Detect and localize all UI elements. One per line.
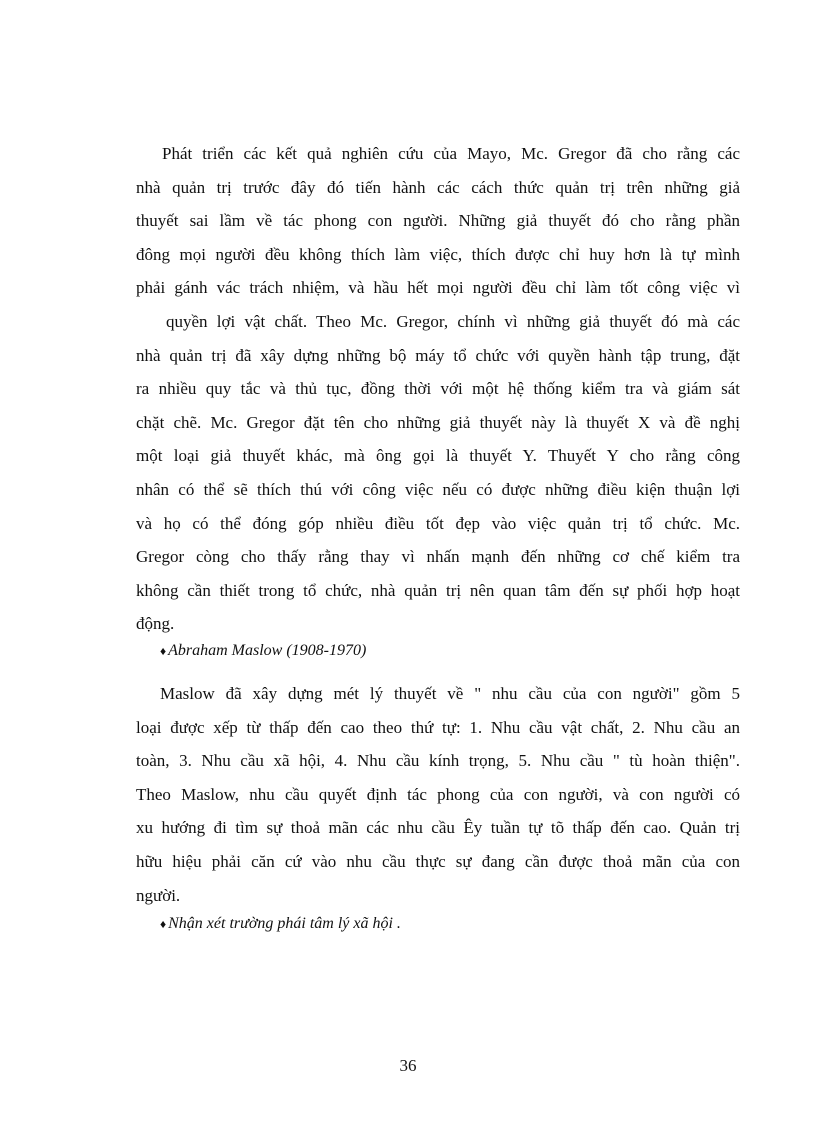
paragraph-theory-x-y: [136, 305, 740, 641]
text-line: Gregor còng cho thấy rằng thay vì nhấn mạnh đến những cơ chế kiểm tra: [136, 547, 740, 567]
text-line: hữu hiệu phải căn cứ vào nhu cầu thực sự đang cần được thoả mãn của con: [136, 851, 740, 871]
text-line: và họ có thể đóng góp nhiều điều tốt đẹp vào việc quản trị tổ chức. Mc.: [136, 513, 740, 533]
text-line: người.: [136, 885, 181, 905]
text-line: Theo Maslow, nhu cầu quyết định tác phong của con người, và con người có: [136, 784, 740, 804]
text-line: không cần thiết trong tổ chức, nhà quản trị nên quan tâm đến sự phối hợp hoạt: [136, 580, 740, 600]
text-line: một loại giả thuyết khác, mà ông gọi là thuyết Y. Thuyết Y cho rằng công: [136, 446, 740, 466]
text-line: phải gánh vác trách nhiệm, và hầu hết mọi người đều chỉ làm tốt công việc vì: [136, 278, 740, 298]
text-line: nhà quản trị trước đây đó tiến hành các cách thức quản trị trên những giả: [136, 177, 740, 197]
text-line: ra nhiều quy tắc và thủ tục, đồng thời với một hệ thống kiểm tra và giám sát: [136, 379, 740, 399]
text-line: thuyết sai lầm về tác phong con người. Những giả thuyết đó cho rằng phần: [136, 211, 740, 231]
heading-text: Nhận xét trường phái tâm lý xã hội .: [168, 915, 401, 932]
text-line: toàn, 3. Nhu cầu xã hội, 4. Nhu cầu kính trọng, 5. Nhu cầu " tù hoàn thiện".: [136, 751, 740, 771]
text-line: nhà quản trị đã xây dựng những bộ máy tổ chức với quyền hành tập trung, đặt: [136, 345, 740, 365]
diamond-bullet-icon: ♦: [160, 644, 167, 658]
section-heading-assessment: [160, 915, 401, 933]
diamond-bullet-icon: ♦: [160, 917, 167, 931]
paragraph-mcgregor-intro: [136, 137, 740, 305]
text-line: Maslow đã xây dựng mét lý thuyết về " nhu cầu của con người" gồm 5: [160, 684, 740, 703]
text-line: nhân có thể sẽ thích thú với công việc nếu có được những điều kiện thuận lợi: [136, 479, 740, 499]
text-line: đông mọi người đều không thích làm việc, thích được chỉ huy hơn là tự mình: [136, 244, 740, 264]
text-line: quyền lợi vật chất. Theo Mc. Gregor, chính vì những giả thuyết đó mà các: [166, 312, 740, 331]
section-heading-maslow: [160, 642, 366, 660]
heading-text: Abraham Maslow (1908-1970): [168, 642, 367, 659]
paragraph-maslow-needs: [136, 677, 740, 912]
text-line: Phát triển các kết quả nghiên cứu của Mayo, Mc. Gregor đã cho rằng các: [162, 144, 740, 163]
text-line: loại được xếp từ thấp đến cao theo thứ tự: 1. Nhu cầu vật chất, 2. Nhu cầu an: [136, 717, 740, 737]
text-line: chặt chẽ. Mc. Gregor đặt tên cho những giả thuyết này là thuyết X và đề nghị: [136, 412, 740, 432]
text-line: động.: [136, 614, 175, 634]
text-line: xu hướng đi tìm sự thoả mãn các nhu cầu Êy tuần tự tõ thấp đến cao. Quản trị: [136, 818, 740, 838]
page-number: 36: [399, 1056, 417, 1075]
